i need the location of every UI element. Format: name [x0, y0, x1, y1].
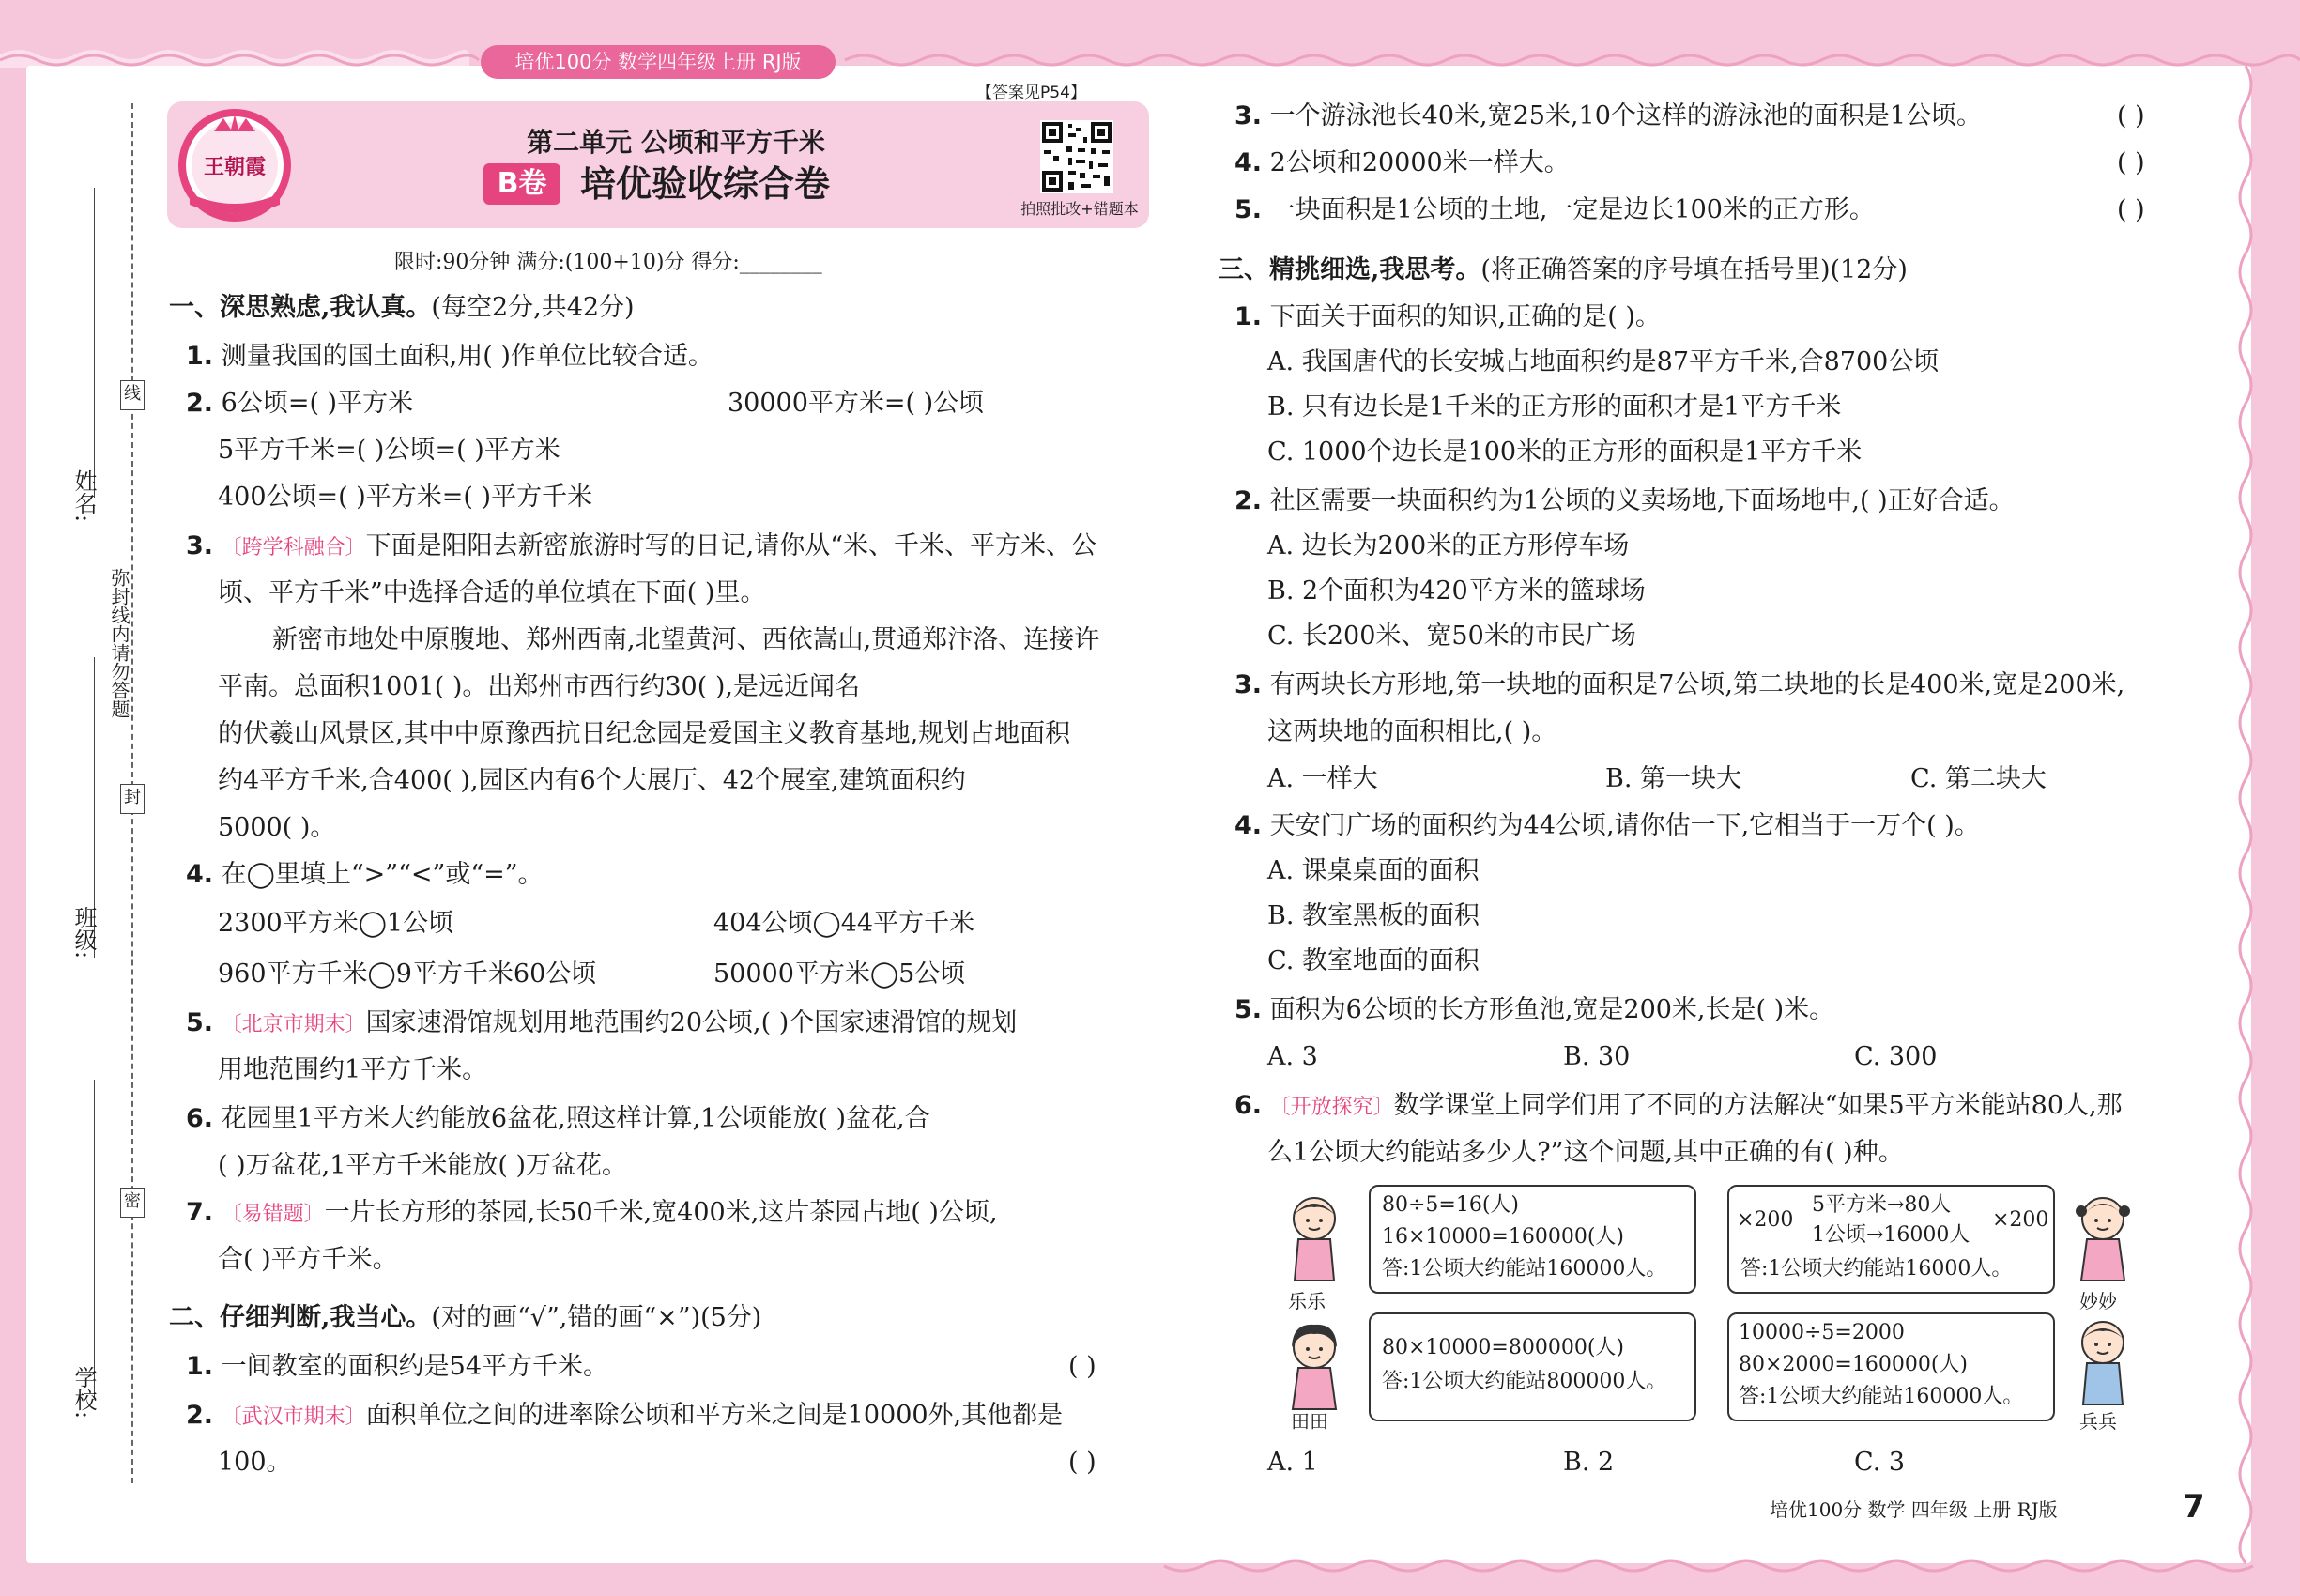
section3-title: 三、精挑细选,我思考。	[1219, 255, 1481, 284]
s3-q3c: C. 第二块大	[1910, 764, 2047, 793]
s3-q3a: A. 一样大	[1267, 764, 1378, 793]
s1-q3-p2: 平南。总面积1001( )。出郑州市西行约30( ),是远近闻名	[218, 672, 860, 701]
bubble-tiantian-line1: 80×10000=800000(人)	[1382, 1336, 1624, 1359]
q-badge: 〔武汉市期末〕	[221, 1405, 366, 1429]
binding-note	[105, 568, 133, 724]
q-number: 6.	[1234, 1091, 1263, 1120]
s2-q1	[186, 1348, 608, 1386]
bubble-miaomiao	[1727, 1185, 2055, 1294]
logo-text: 王朝霞	[203, 156, 267, 179]
answer-paren[interactable]: ( )	[1068, 1448, 1096, 1477]
school-label: 学校:	[70, 1366, 97, 1420]
kid-bingbing-name: 兵兵	[2079, 1410, 2117, 1433]
s2-q1-text: 一间教室的面积约是54平方千米。	[221, 1352, 608, 1381]
q-number: 1.	[1234, 302, 1263, 331]
s1-q3	[186, 528, 1096, 567]
binding-seal-mark: 封	[120, 784, 145, 814]
s3-q6-l2: 么1公顷大约能站多少人?”这个问题,其中正确的有( )种。	[1267, 1138, 1904, 1167]
brand-logo	[169, 103, 300, 227]
bubble-miaomiao-line3: 答:1公顷大约能站16000人。	[1740, 1257, 2013, 1281]
s2-q5	[1234, 192, 1875, 229]
answer-paren[interactable]: ( )	[2117, 195, 2145, 224]
s1-q4a: 2300平方米◯1公顷	[218, 909, 454, 938]
kid-lele-icon	[1281, 1190, 1347, 1284]
answer-paren[interactable]: ( )	[2117, 148, 2145, 177]
s1-q2a: 6公顷=( )平方米	[221, 389, 414, 418]
s1-q3-p1: 新密市地处中原腹地、郑州西南,北望黄河、西依嵩山,贯通郑汴洛、连接许	[272, 625, 1100, 654]
s2-q2-l1: 面积单位之间的进率除公顷和平方米之间是10000外,其他都是	[365, 1401, 1064, 1430]
page-footer: 培优100分 数学 四年级 上册 RJ版	[1770, 1498, 2058, 1521]
q-number: 4.	[1234, 148, 1263, 177]
answer-reference: 【答案见P54】	[976, 84, 1086, 102]
s1-q4-text: 在◯里填上“>”“<”或“=”。	[221, 860, 544, 889]
s1-q3-p4: 约4平方千米,合400( ),园区内有6个大展厅、42个展室,建筑面积约	[218, 766, 966, 795]
bubble-miaomiao-mul-right: ×200	[1992, 1208, 2049, 1232]
bubble-bingbing-line1: 10000÷5=2000	[1739, 1321, 1905, 1344]
kid-miaomiao-icon	[2070, 1190, 2136, 1284]
kid-tiantian-icon	[1281, 1319, 1347, 1413]
s3-q4	[1234, 807, 1980, 845]
binding-mi-mark: 密	[120, 1188, 145, 1218]
q-number: 5.	[186, 1008, 214, 1037]
bubble-lele	[1369, 1185, 1696, 1294]
s3-q4b: B. 教室黑板的面积	[1267, 901, 1480, 930]
s3-q4c: C. 教室地面的面积	[1267, 946, 1480, 975]
q-number: 3.	[1234, 101, 1263, 130]
s1-q3-p3: 的伏羲山风景区,其中中原豫西抗日纪念园是爱国主义教育基地,规划占地面积	[218, 719, 1071, 748]
binding-line-mark: 线	[120, 380, 145, 410]
section1-title: 一、深思熟虑,我认真。	[169, 293, 432, 322]
s1-q2d: 400公顷=( )平方米=( )平方千米	[218, 483, 593, 512]
bubble-miaomiao-line1: 5平方米→80人	[1812, 1193, 1952, 1217]
q-number: 6.	[186, 1104, 214, 1133]
s3-q6b: B. 2	[1563, 1448, 1615, 1477]
kid-miaomiao-name: 妙妙	[2079, 1290, 2117, 1312]
s3-q3-l1: 有两块长方形地,第一块地的面积是7公顷,第二块地的长是400米,宽是200米,	[1269, 670, 2125, 699]
series-tag: 培优100分 数学四年级上册 RJ版	[481, 45, 836, 79]
bubble-bingbing	[1727, 1312, 2055, 1421]
section3-score: (将正确答案的序号填在括号里)(12分)	[1480, 255, 1908, 284]
s3-q5c: C. 300	[1854, 1042, 1938, 1071]
q-number: 2.	[186, 1401, 214, 1430]
s2-q5-text: 一块面积是1公顷的土地,一定是边长100米的正方形。	[1269, 195, 1875, 224]
s3-q4-text: 天安门广场的面积约为44公顷,请你估一下,它相当于一万个( )。	[1269, 811, 1980, 840]
bubble-bingbing-line2: 80×2000=160000(人)	[1739, 1353, 1968, 1376]
s1-q6	[186, 1100, 930, 1138]
s1-q6-l2: ( )万盆花,1平方千米能放( )万盆花。	[218, 1151, 628, 1180]
s3-q1a: A. 我国唐代的长安城占地面积约是87平方千米,合8700公顷	[1267, 347, 1940, 376]
q-number: 5.	[1234, 995, 1263, 1024]
s3-q5	[1234, 991, 1834, 1029]
q-badge: 〔北京市期末〕	[221, 1013, 366, 1036]
s1-q7	[186, 1194, 998, 1234]
s1-q4d: 50000平方米◯5公顷	[713, 959, 966, 989]
s1-q4	[186, 856, 544, 894]
s1-q2b: 30000平方米=( )公顷	[728, 389, 985, 418]
s1-q7-l1: 一片长方形的茶园,长50千米,宽400米,这片茶园占地( )公顷,	[324, 1198, 998, 1227]
s1-q2	[186, 385, 413, 422]
q-number: 2.	[1234, 486, 1263, 515]
s3-q2	[1234, 483, 2015, 520]
section2-title: 二、仔细判断,我当心。	[169, 1303, 432, 1332]
kid-tiantian-name: 田田	[1291, 1410, 1328, 1433]
q-number: 2.	[186, 389, 214, 418]
s2-q3	[1234, 98, 1982, 135]
s1-q3-l2: 顷、平方千米”中选择合适的单位填在下面( )里。	[218, 578, 766, 607]
unit-title: 第二单元 公顷和平方千米	[527, 127, 825, 158]
s2-q4	[1234, 145, 1570, 182]
class-label: 班级:	[70, 906, 97, 959]
s3-q1b: B. 只有边长是1千米的正方形的面积才是1平方千米	[1267, 392, 1842, 422]
exam-meta: 限时:90分钟 满分:(100+10)分 得分:________	[394, 251, 822, 274]
q-number: 7.	[186, 1198, 214, 1227]
s2-q3-text: 一个游泳池长40米,宽25米,10个这样的游泳池的面积是1公顷。	[1269, 101, 1983, 130]
s3-q6	[1234, 1087, 2123, 1127]
bubble-miaomiao-mul-left: ×200	[1737, 1208, 1794, 1232]
s3-q6a: A. 1	[1267, 1448, 1318, 1477]
s3-q3	[1234, 667, 2124, 704]
q-number: 5.	[1234, 195, 1263, 224]
s3-q2-text: 社区需要一块面积约为1公顷的义卖场地,下面场地中,( )正好合适。	[1269, 486, 2015, 515]
s1-q6-l1: 花园里1平方米大约能放6盆花,照这样计算,1公顷能放( )盆花,合	[221, 1104, 930, 1133]
s1-q1	[186, 338, 713, 376]
s3-q6-l1: 数学课堂上同学们用了不同的方法解决“如果5平方米能站80人,那	[1393, 1091, 2123, 1120]
s2-q2	[186, 1397, 1063, 1436]
name-label: 姓名:	[70, 469, 97, 523]
q-number: 3.	[186, 531, 214, 560]
school-line	[94, 1080, 95, 1399]
kid-lele-name: 乐乐	[1288, 1290, 1326, 1312]
s3-q1	[1234, 299, 1661, 336]
s3-q3-l2: 这两块地的面积相比,( )。	[1267, 717, 1557, 746]
binding-note-text: 弥封线内请勿答题	[108, 568, 130, 718]
q-badge: 〔开放探究〕	[1269, 1096, 1394, 1119]
bubble-bingbing-line3: 答:1公顷大约能站160000人。	[1739, 1385, 2024, 1408]
s3-q1-text: 下面关于面积的知识,正确的是( )。	[1269, 302, 1661, 331]
q-badge: 〔跨学科融合〕	[221, 536, 366, 560]
s2-q2-l2: 100。	[218, 1448, 292, 1477]
q-badge: 〔易错题〕	[221, 1203, 325, 1226]
s3-q6c: C. 3	[1854, 1448, 1906, 1477]
q-number: 4.	[1234, 811, 1263, 840]
s1-q4c: 960平方千米◯9平方千米60公顷	[218, 959, 597, 989]
bubble-miaomiao-line2: 1公顷→16000人	[1812, 1223, 1970, 1247]
section2-score: (对的画“√”,错的画“×”)(5分)	[431, 1303, 762, 1332]
s1-q4b: 404公顷◯44平方千米	[713, 909, 975, 938]
s1-q3-l1: 下面是阳阳去新密旅游时写的日记,请你从“米、千米、平方米、公	[365, 531, 1097, 560]
answer-paren[interactable]: ( )	[1068, 1352, 1096, 1381]
bubble-lele-line2: 16×10000=160000(人)	[1382, 1225, 1624, 1249]
s2-q4-text: 2公顷和20000米一样大。	[1269, 148, 1570, 177]
s1-q5-l2: 用地范围约1平方千米。	[218, 1055, 488, 1084]
bubble-lele-line3: 答:1公顷大约能站160000人。	[1382, 1257, 1667, 1281]
name-line	[94, 188, 95, 498]
s1-q5-l1: 国家速滑馆规划用地范围约20公顷,( )个国家速滑馆的规划	[365, 1008, 1018, 1037]
q-number: 1.	[186, 342, 214, 371]
s3-q5-text: 面积为6公顷的长方形鱼池,宽是200米,长是( )米。	[1269, 995, 1835, 1024]
s1-q7-l2: 合( )平方千米。	[218, 1245, 398, 1274]
s3-q5a: A. 3	[1267, 1042, 1318, 1071]
page-title: 培优验收综合卷	[580, 163, 831, 205]
s3-q2c: C. 长200米、宽50米的市民广场	[1267, 622, 1636, 651]
kid-bingbing-icon	[2070, 1314, 2136, 1408]
answer-paren[interactable]: ( )	[2117, 101, 2145, 130]
s3-q1c: C. 1000个边长是100米的正方形的面积是1平方千米	[1267, 437, 1863, 467]
s1-q3-p5: 5000( )。	[218, 813, 336, 842]
q-number: 1.	[186, 1352, 214, 1381]
s3-q2a: A. 边长为200米的正方形停车场	[1267, 531, 1630, 560]
section1-score: (每空2分,共42分)	[431, 293, 635, 322]
q-number: 4.	[186, 860, 214, 889]
bubble-tiantian	[1369, 1312, 1696, 1421]
s1-q2c: 5平方千米=( )公顷=( )平方米	[218, 436, 560, 465]
qr-code-icon[interactable]	[1040, 120, 1113, 193]
s3-q2b: B. 2个面积为420平方米的篮球场	[1267, 576, 1646, 606]
s3-q3b: B. 第一块大	[1605, 764, 1742, 793]
s1-q5	[186, 1005, 1017, 1044]
volume-badge: B卷	[483, 163, 560, 205]
section2-heading	[169, 1299, 761, 1337]
bubble-tiantian-line2: 答:1公顷大约能站800000人。	[1382, 1370, 1667, 1393]
page-number: 7	[2183, 1488, 2205, 1526]
q-number: 3.	[1234, 670, 1263, 699]
section3-heading	[1219, 252, 1908, 289]
qr-caption: 拍照批改+错题本	[1020, 200, 1139, 218]
s3-q5b: B. 30	[1563, 1042, 1631, 1071]
s1-q1-text: 测量我国的国土面积,用( )作单位比较合适。	[221, 342, 713, 371]
bubble-lele-line1: 80÷5=16(人)	[1382, 1193, 1520, 1217]
section1-heading	[169, 289, 635, 327]
s3-q4a: A. 课桌桌面的面积	[1267, 856, 1480, 885]
